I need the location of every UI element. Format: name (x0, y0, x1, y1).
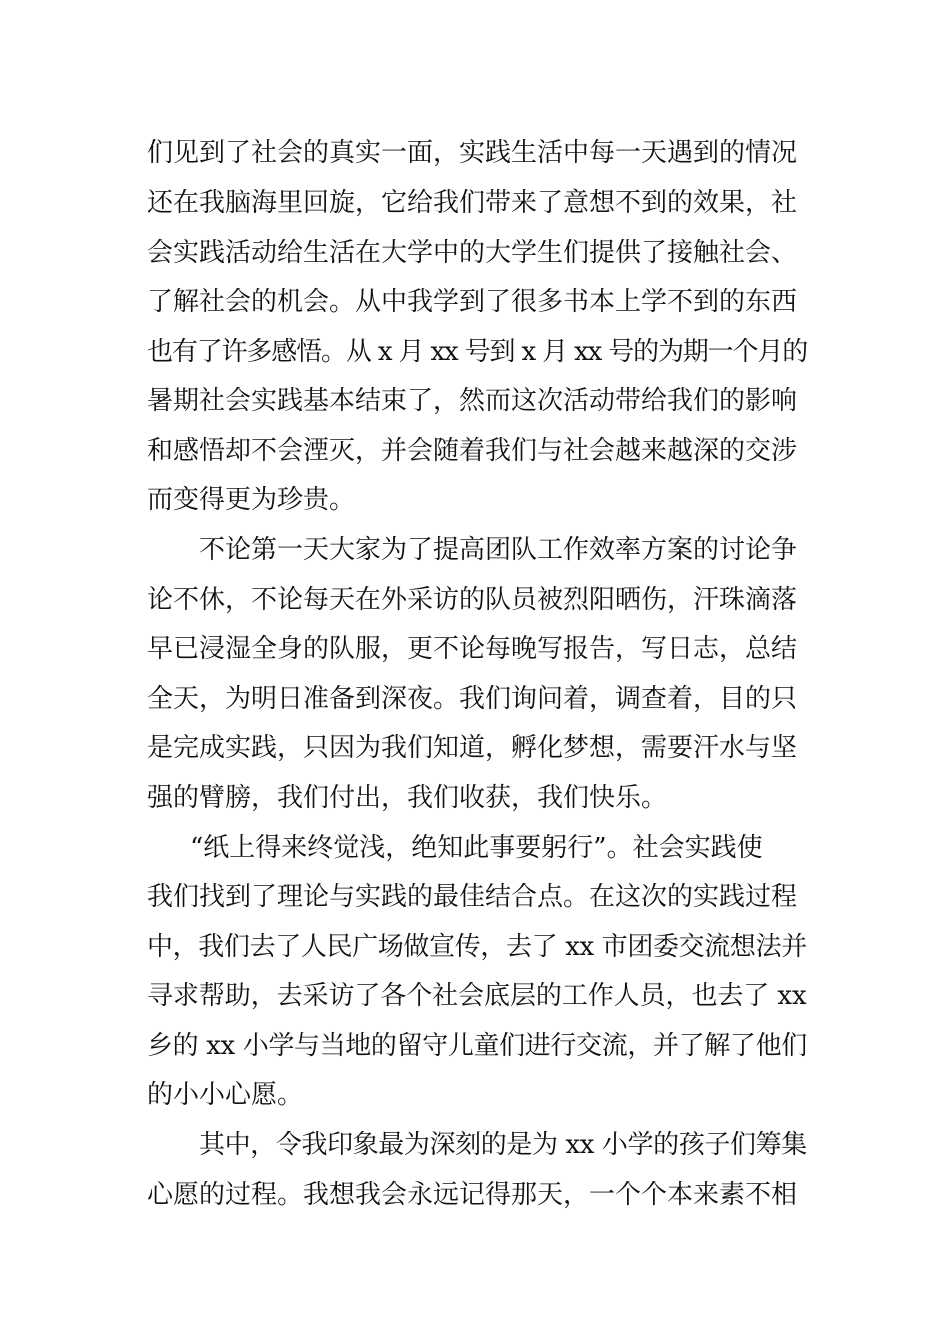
text-line: “纸上得来终觉浅，绝知此事要躬行”。社会实践使 (190, 833, 763, 863)
text-line: 会实践活动给生活在大学中的大学生们提供了接触社会、 (147, 238, 798, 268)
text-line: 论不休，不论每天在外采访的队员被烈阳晒伤，汗珠滴落 (147, 585, 798, 615)
text-line: 也有了许多感悟。从 x 月 xx 号到 x 月 xx 号的为期一个月的 (147, 337, 808, 367)
text-line: 中，我们去了人民广场做宣传，去了 xx 市团委交流想法并 (147, 932, 807, 962)
text-line: 寻求帮助，去采访了各个社会底层的工作人员，也去了 xx (147, 981, 807, 1011)
text-line: 是完成实践，只因为我们知道，孵化梦想，需要汗水与坚 (147, 733, 798, 763)
text-line: 而变得更为珍贵。 (147, 485, 356, 515)
text-line: 早已浸湿全身的队服，更不论每晚写报告，写日志，总结 (147, 634, 798, 664)
text-line: 我们找到了理论与实践的最佳结合点。在这次的实践过程 (147, 882, 798, 912)
text-line: 们见到了社会的真实一面，实践生活中每一天遇到的情况 (147, 138, 798, 168)
text-line: 乡的 xx 小学与当地的留守儿童们进行交流，并了解了他们 (147, 1031, 807, 1061)
text-line: 暑期社会实践基本结束了，然而这次活动带给我们的影响 (147, 386, 798, 416)
text-line: 强的臂膀，我们付出，我们收获，我们快乐。 (147, 783, 668, 813)
text-line: 心愿的过程。我想我会永远记得那天，一个个本来素不相 (147, 1180, 798, 1210)
text-line: 和感悟却不会湮灭，并会随着我们与社会越来越深的交涉 (147, 436, 798, 466)
text-line: 的小小心愿。 (147, 1080, 304, 1110)
text-line: 全天，为明日准备到深夜。我们询问着，调查着，目的只 (147, 684, 798, 714)
text-line: 了解社会的机会。从中我学到了很多书本上学不到的东西 (147, 287, 798, 317)
text-line: 不论第一天大家为了提高团队工作效率方案的讨论争 (199, 535, 798, 565)
text-line: 还在我脑海里回旋，它给我们带来了意想不到的效果，社 (147, 188, 798, 218)
text-line: 其中，令我印象最为深刻的是为 xx 小学的孩子们筹集 (199, 1130, 807, 1160)
